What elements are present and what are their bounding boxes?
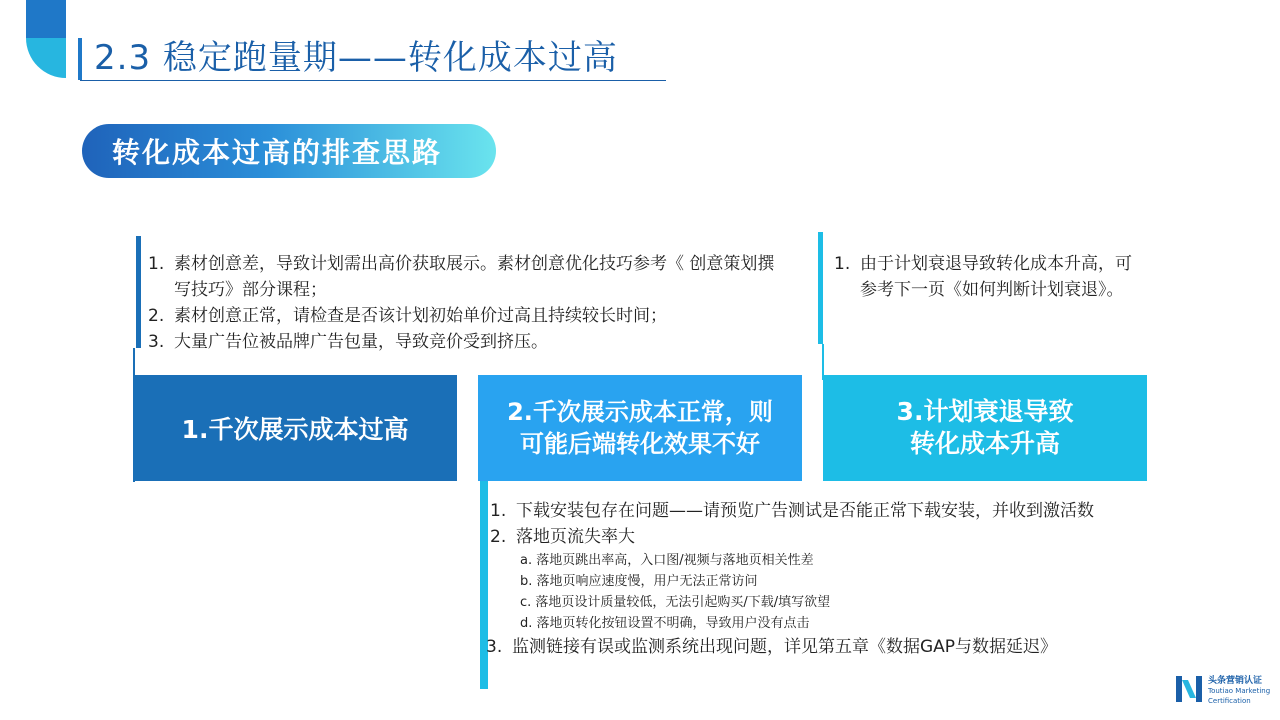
list1-accent-bar [136, 236, 141, 348]
list-subitem: b. 落地页响应速度慢，用户无法正常访问 [520, 574, 758, 589]
cause-box-2: 2.千次展示成本正常，则 可能后端转化效果不好 [478, 375, 802, 481]
section-heading-pill [82, 124, 496, 178]
section-heading-label: 转化成本过高的排查思路 [112, 136, 443, 169]
list-item: 1. 由于计划衰退导致转化成本升高，可参考下一页《如何判断计划衰退》。 [834, 254, 1132, 300]
cause-box-3: 3.计划衰退导致 转化成本升高 [823, 375, 1147, 481]
corner-decoration-light [26, 38, 66, 78]
list-cause-1 [148, 251, 788, 355]
list-item: 2. 落地页流失率大 [490, 527, 635, 547]
list-item: 1. 下载安装包存在问题——请预览广告测试是否能正常下载安装，并收到激活数 [490, 501, 1094, 521]
list-item: 3. 监测链接有误或监测系统出现问题，详见第五章《数据GAP与数据延迟》 [486, 637, 1058, 657]
list-item: 1. 素材创意差，导致计划需出高价获取展示。素材创意优化技巧参考《 创意策划撰写技巧》部分课程； [148, 254, 775, 300]
list-subitem: a. 落地页跳出率高，入口图/视频与落地页相关性差 [520, 553, 814, 568]
list-item: 3. 大量广告位被品牌广告包量，导致竞价受到挤压。 [148, 332, 548, 352]
list-cause-3 [834, 251, 1134, 303]
list-item: 2. 素材创意正常，请检查是否该计划初始单价过高且持续较长时间； [148, 306, 667, 326]
corner-decoration-dark [26, 0, 66, 38]
list-subitem: c. 落地页设计质量较低，无法引起购买/下载/填写欲望 [520, 595, 831, 610]
title-accent-bar [78, 38, 82, 80]
list-subitem: d. 落地页转化按钮设置不明确，导致用户没有点击 [520, 616, 810, 631]
list3-accent-bar [818, 232, 823, 344]
page-title: 2.3 稳定跑量期——转化成本过高 [94, 38, 618, 78]
cause-box-1: 1.千次展示成本过高 [133, 375, 457, 481]
list-cause-2 [486, 498, 1130, 660]
brand-logo-text: 头条营销认证 Toutiao Marketing Certification [1208, 676, 1271, 705]
title-underline [80, 80, 666, 81]
brand-logo-icon [1176, 676, 1204, 704]
